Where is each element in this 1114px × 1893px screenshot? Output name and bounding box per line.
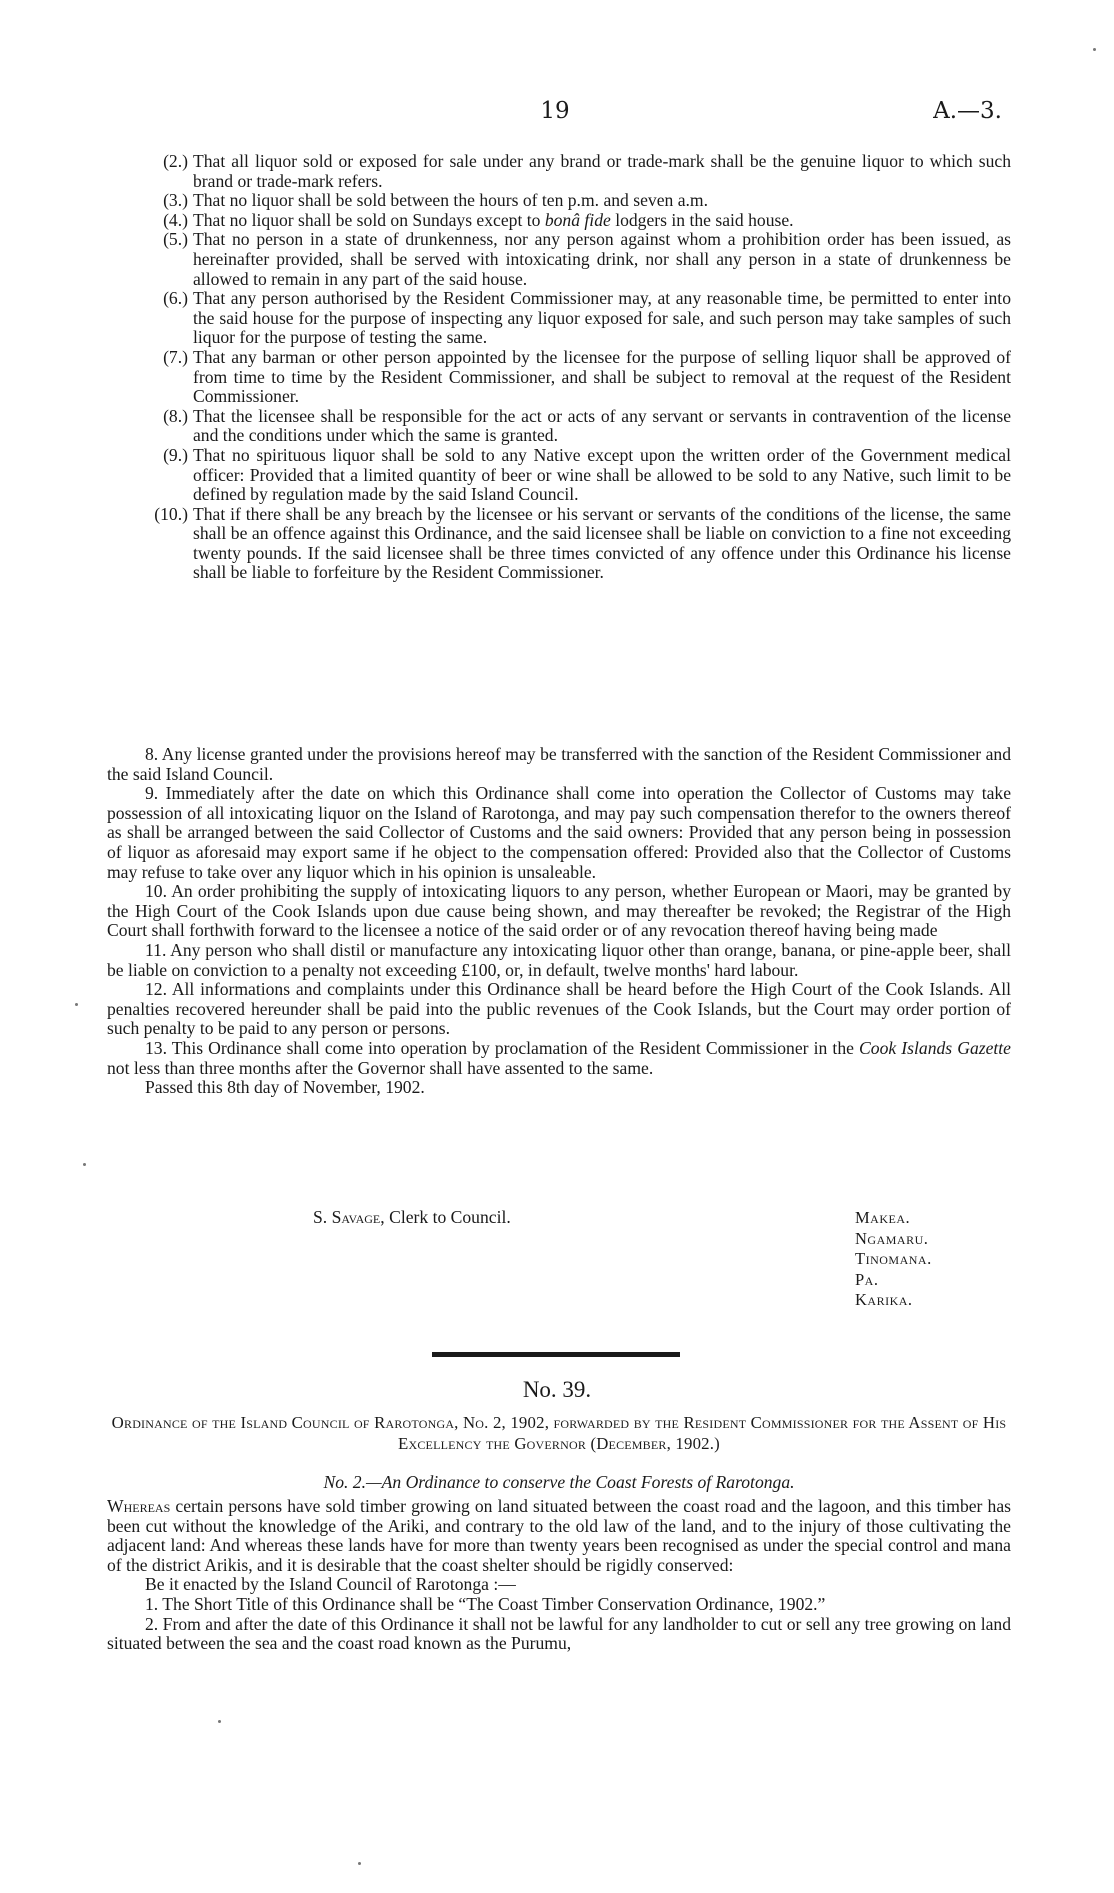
condition-number: (5.) xyxy=(163,229,188,250)
section-divider xyxy=(432,1352,680,1357)
section-paragraph: 2. From and after the date of this Ordinance it shall not be lawful for any landholder to cut or sell any tree growing on land situated between the sea and the coast road known as the Purumu, xyxy=(107,1613,1011,1654)
section-paragraph: 10. An order prohibiting the supply of intoxicating liquors to any person, whether European or Maori, may be granted by the High Court of the Cook Islands upon due cause being shown, and may thereafter be revoked; the Registrar of the High Court shall forthwith forward to the licensee a notice of the said order or of any revocation thereof having being made xyxy=(107,881,1011,941)
condition-number: (7.) xyxy=(163,346,188,367)
chief-name: Karika. xyxy=(855,1290,913,1310)
section-paragraph: 9. Immediately after the date on which this Ordinance shall come into operation the Collector of Customs may take possession of all intoxicating liquor on the Island of Rarotonga, and may pay such compensation therefor to the owners thereof as shall be arranged between the said Collector of Customs and the said owners: Provided that any person being in possession of liquor as aforesaid may export same if he object to the compensation offered: Provided also that the Collector of Customs may refuse to take over any liquor which in his opinion is unsaleable. xyxy=(107,783,1011,882)
ordinance-body xyxy=(107,1497,1011,1654)
condition-text: That the licensee shall be responsible for the act or acts of any servant or servants in contravention of the license and the conditions under which the same is granted. xyxy=(193,405,1011,446)
condition-text: That no person in a state of drunkenness, nor any person against whom a prohibition order has been issued, as hereinafter provided, shall be served with intoxicating drink, nor shall any person in a state of drunkenness be allowed to remain in any part of the said house. xyxy=(193,229,1011,289)
scan-speck xyxy=(83,1163,86,1166)
condition-number: (10.) xyxy=(154,503,188,524)
document-reference: A.—3. xyxy=(933,98,1002,124)
ordinance-heading: Ordinance of the Island Council of Rarotonga, No. 2, 1902, forwarded by the Resident Commissioner for the Assent of His Excellency the Governor (December, 1902.) xyxy=(111,1413,1007,1453)
condition-text-part: lodgers in the said house. xyxy=(610,209,794,230)
condition-text: That any barman or other person appointed by the licensee for the purpose of selling liquor shall be approved of from time to time by the Resident Commissioner, and shall be subject to removal at the request of the Resident Commissioner. xyxy=(193,346,1011,407)
condition-item xyxy=(107,152,1011,191)
section-paragraph: 12. All informations and complaints under this Ordinance shall be heard before the High Court of the Cook Islands. All penalties recovered hereunder shall be paid into the public revenues of the Cook Islands, but the Court may order portion of such penalty to be paid to any person or persons. xyxy=(107,979,1011,1039)
ordinance-sections xyxy=(107,745,1011,1098)
condition-text: That if there shall be any breach by the licensee or his servant or servants of the conditions of the license, the same shall be an offence against this Ordinance, and the said licensee shall be liable on conviction to a fine not exceeding twenty pounds. If the said licensee shall be three times convicted of any offence under this Ordinance his license shall be liable to forfeiture by the Resident Commissioner. xyxy=(193,503,1011,583)
condition-text: That no liquor shall be sold between the hours of ten p.m. and seven a.m. xyxy=(193,190,708,211)
whereas-text: certain persons have sold timber growing on land situated between the coast road and the lagoon, and this timber has been cut without the knowledge of the Ariki, and contrary to the old law of the land, and to the injury of those cultivating the adjacent land: And whereas these lands have for more than twenty years been recognised as under the special control and mana of the district Arikis, and it is desirable that the coast shelter should be rigidly conserved: xyxy=(107,1496,1011,1575)
section-paragraph: 8. Any license granted under the provisions hereof may be transferred with the sanction of the Resident Commissioner and the said Island Council. xyxy=(107,744,1011,784)
condition-item xyxy=(107,446,1011,505)
gazette-title: Cook Islands Gazette xyxy=(859,1037,1011,1058)
chief-name: Makea. xyxy=(855,1208,911,1227)
chief-signatories xyxy=(855,1208,932,1311)
condition-text: That all liquor sold or exposed for sale under any brand or trade-mark shall be the genuine liquor to which such brand or trade-mark refers. xyxy=(193,151,1011,191)
signature-block xyxy=(107,1208,1011,1338)
clerk-name: S. Savage xyxy=(313,1207,381,1227)
scan-speck xyxy=(75,1003,78,1006)
condition-text-part: That no liquor shall be sold on Sundays except to xyxy=(193,209,545,230)
condition-number: (4.) xyxy=(163,209,188,230)
condition-number: (8.) xyxy=(163,405,188,426)
passed-date: Passed this 8th day of November, 1902. xyxy=(145,1077,425,1098)
chief-name: Ngamaru. xyxy=(855,1228,929,1248)
page-number: 19 xyxy=(540,98,570,124)
ordinance-subtitle: No. 2.—An Ordinance to conserve the Coast Forests of Rarotonga. xyxy=(323,1472,795,1492)
scan-speck xyxy=(218,1720,221,1723)
chief-name: Pa. xyxy=(855,1269,879,1289)
scan-speck xyxy=(358,1862,361,1865)
ordinance-number: No. 39. xyxy=(522,1377,592,1402)
condition-text xyxy=(193,211,1011,231)
condition-item xyxy=(107,230,1011,289)
condition-number: (6.) xyxy=(163,288,188,309)
enacting-clause: Be it enacted by the Island Council of Rarotonga :— xyxy=(145,1574,516,1595)
condition-number: (3.) xyxy=(163,190,188,211)
section-paragraph xyxy=(107,1039,1011,1078)
section-text-part: not less than three months after the Governor shall have assented to the same. xyxy=(107,1057,654,1078)
license-conditions-list xyxy=(107,152,1011,583)
condition-number: (2.) xyxy=(163,151,188,171)
clerk-title: , Clerk to Council. xyxy=(380,1207,511,1227)
chief-name: Tinomana. xyxy=(855,1249,932,1269)
section-text-part: 13. This Ordinance shall come into operation by proclamation of the Resident Commissioner in the xyxy=(145,1037,860,1058)
condition-item xyxy=(107,348,1011,407)
condition-item xyxy=(107,211,1011,231)
condition-text: That no spirituous liquor shall be sold to any Native except upon the written order of the Government medical officer: Provided that a limited quantity of beer or wine shall be allowed to be sold to any Native, such limit to be defined by regulation made by the said Island Council. xyxy=(193,444,1011,505)
condition-item xyxy=(107,407,1011,446)
condition-item xyxy=(107,191,1011,211)
section-paragraph: 11. Any person who shall distil or manufacture any intoxicating liquor other than orange, banana, or pine-apple beer, shall be liable on conviction to a penalty not exceeding £100, or, in default, twelve months' hard labour. xyxy=(107,939,1011,980)
condition-item xyxy=(107,289,1011,348)
scan-speck xyxy=(1093,48,1096,51)
condition-text-italic: bonâ fide xyxy=(544,209,611,230)
condition-text: That any person authorised by the Resident Commissioner may, at any reasonable time, be permitted to enter into the said house for the purpose of inspecting any liquor exposed for sale, and such person may take samples of such liquor for the purpose of testing the same. xyxy=(193,288,1011,348)
whereas-paragraph xyxy=(107,1497,1011,1575)
whereas-lead: Whereas xyxy=(107,1496,171,1516)
clerk-signature xyxy=(313,1208,511,1228)
condition-item xyxy=(107,505,1011,583)
condition-number: (9.) xyxy=(163,444,188,465)
section-paragraph: 1. The Short Title of this Ordinance shall be “The Coast Timber Conservation Ordinance, 1902.” xyxy=(145,1593,826,1614)
